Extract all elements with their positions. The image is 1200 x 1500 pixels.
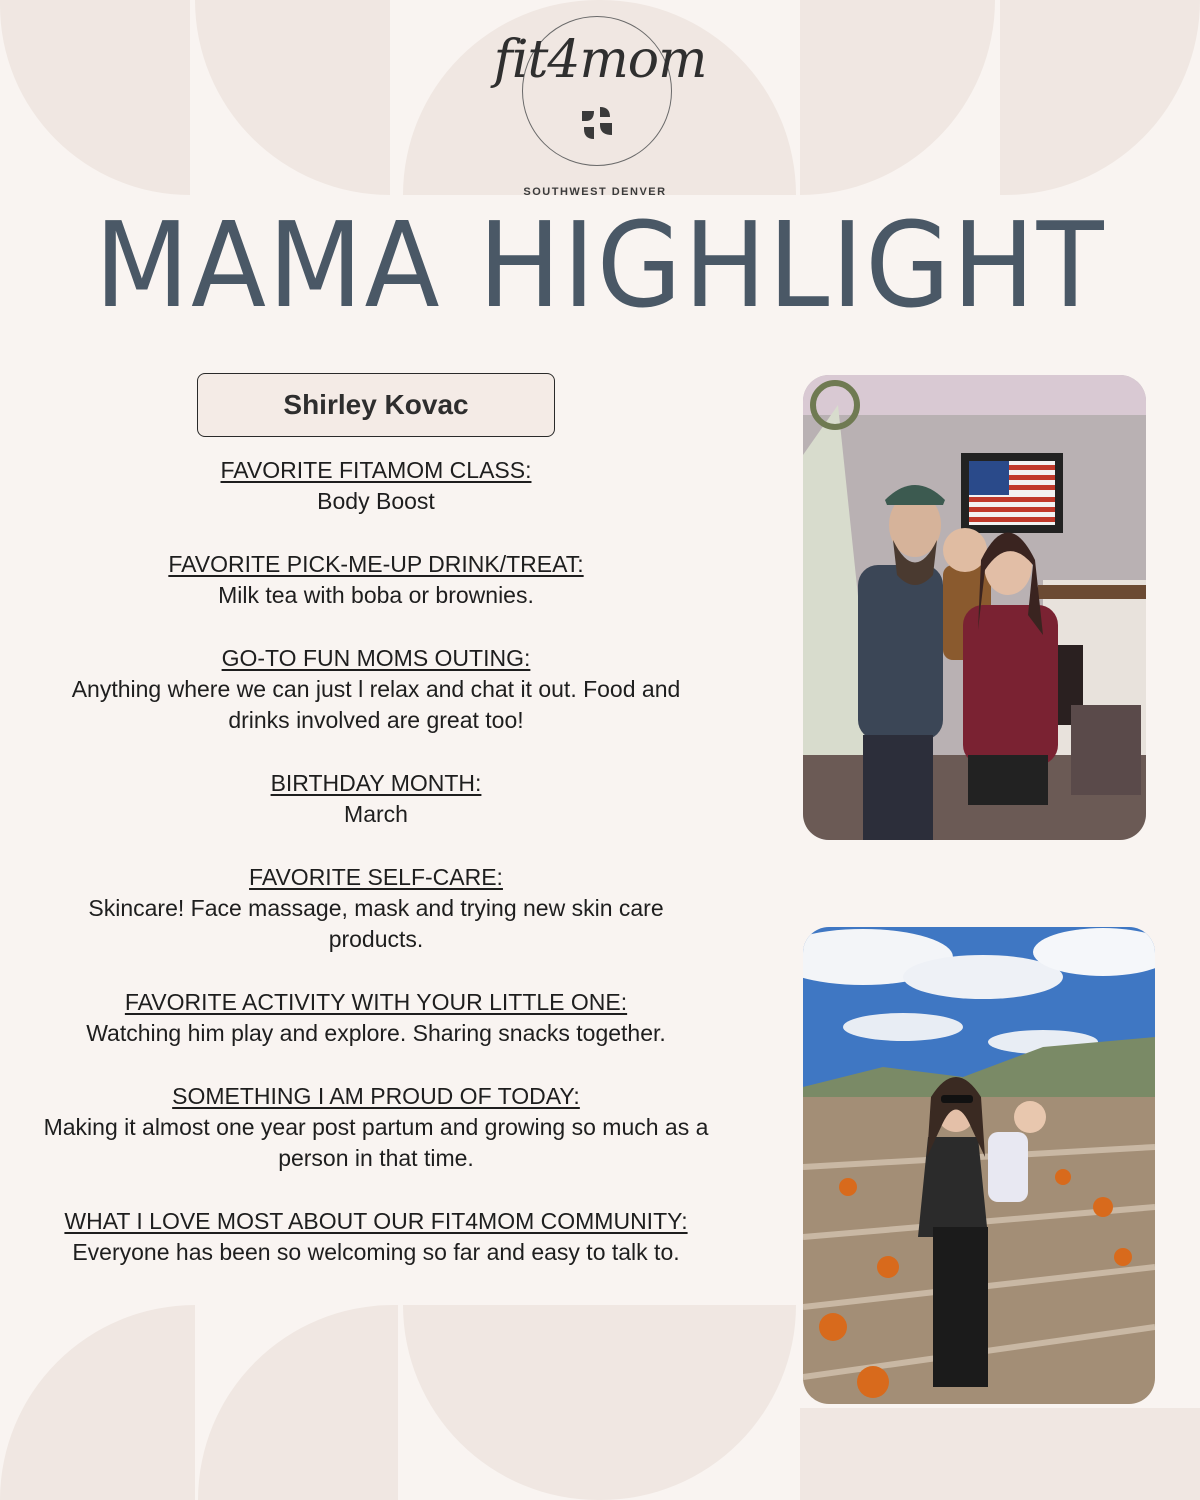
pumpkin-patch-photo bbox=[803, 927, 1155, 1404]
qa-answer: Anything where we can just l relax and chat it out. Food and drinks involved are great too! bbox=[71, 676, 681, 733]
qa-question: WHAT I LOVE MOST ABOUT OUR FIT4MOM COMMUNITY: bbox=[64, 1208, 688, 1234]
qa-question: FAVORITE PICK-ME-UP DRINK/TREAT: bbox=[168, 551, 584, 577]
qa-answer: Everyone has been so welcoming so far and easy to talk to. bbox=[72, 1239, 680, 1265]
qa-answer: Body Boost bbox=[317, 488, 435, 514]
qa-item bbox=[0, 549, 752, 611]
logo bbox=[0, 0, 1200, 210]
bg-shape-bottom-left-2 bbox=[198, 1305, 398, 1500]
qa-question: SOMETHING I AM PROUD OF TODAY: bbox=[172, 1083, 580, 1109]
qa-answer: Making it almost one year post partum and growing so much as a person in that time. bbox=[43, 1114, 709, 1171]
qa-answer: Skincare! Face massage, mask and trying new skin care products. bbox=[88, 895, 664, 952]
location-label: SOUTHWEST DENVER bbox=[523, 186, 667, 198]
qa-answer: Watching him play and explore. Sharing snacks together. bbox=[86, 1020, 666, 1046]
qa-question: FAVORITE FITAMOM CLASS: bbox=[220, 457, 532, 483]
qa-item bbox=[0, 643, 752, 736]
qa-answer: Milk tea with boba or brownies. bbox=[218, 582, 534, 608]
qa-item bbox=[0, 862, 752, 955]
qa-question: BIRTHDAY MONTH: bbox=[270, 770, 482, 796]
family-photo bbox=[803, 375, 1146, 840]
bg-shape-bottom-right bbox=[800, 1408, 1200, 1500]
qa-item bbox=[0, 1081, 752, 1174]
qa-list bbox=[0, 455, 752, 1300]
qa-item bbox=[0, 455, 752, 517]
logo-text: fit4mom bbox=[493, 30, 707, 90]
page-title: MAMA HIGHLIGHT bbox=[94, 196, 1106, 334]
bg-shape-bottom-left bbox=[0, 1305, 195, 1500]
bg-shape-bottom-center bbox=[403, 1305, 796, 1500]
qa-item bbox=[0, 768, 752, 830]
qa-item bbox=[0, 1206, 752, 1268]
qa-question: FAVORITE ACTIVITY WITH YOUR LITTLE ONE: bbox=[124, 989, 628, 1015]
qa-question: GO-TO FUN MOMS OUTING: bbox=[221, 645, 531, 671]
name-badge: Shirley Kovac bbox=[197, 373, 555, 437]
leaf-icon bbox=[578, 105, 618, 145]
qa-item bbox=[0, 987, 752, 1049]
qa-answer: March bbox=[344, 801, 408, 827]
qa-question: FAVORITE SELF-CARE: bbox=[249, 864, 503, 890]
